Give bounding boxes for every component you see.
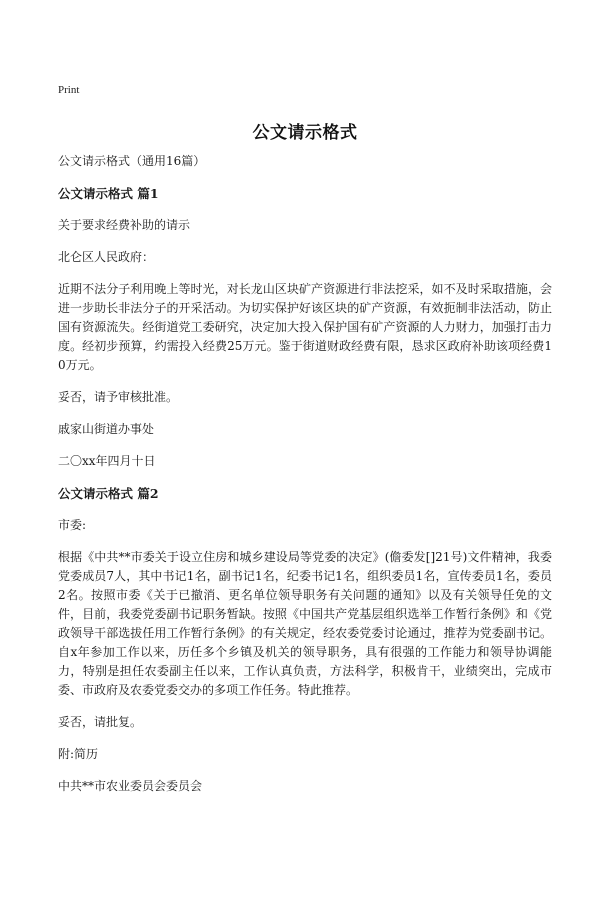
section-addressee: 北仑区人民政府： [58, 250, 155, 264]
section-signer: 中共**市农业委员会委员会 [58, 779, 203, 793]
section-body: 根据《中共**市委关于设立住房和城乡建设局等党委的决定》(儋委发[]21号)文件精神，我委党委成员7人，其中书记1名，副书记1名，纪委书记1名，组织委员1名，宣传委员1名，委员2名。按照市委《关于已撤消、更名单位领导职务有关问题的通知》以及有关领导任免的文件，目前，我委党委副书记职务暂缺。按照《中国共产党基层组织选举工作暂行条例》和《党政领导干部选拔任用工作暂行条例》的有关规定，经农委党委讨论通过，推荐为党委副书记。自x年参加工作以来，历任多个乡镇及机关的领导职务，具有很强的工作能力和领导协调能力，特别是担任农委副主任以来，工作认真负责，方法科学，积极肯干，业绩突出，完成市委、市政府及农委党委交办的多项工作任务。特此推荐。 [58, 550, 552, 697]
section-attachment: 附:简历 [58, 747, 99, 761]
print-label[interactable]: Print [58, 84, 80, 96]
document-body [58, 152, 552, 809]
section-signer: 戚家山街道办事处 [58, 422, 155, 436]
document-subtitle: 公文请示格式（通用16篇） [58, 154, 206, 168]
section-heading: 公文请示格式 篇2 [58, 486, 159, 501]
section-addressee: 市委: [58, 518, 87, 532]
page-title: 公文请示格式 [252, 123, 358, 143]
section-subject: 关于要求经费补助的请示 [58, 218, 191, 232]
section-body: 近期不法分子利用晚上等时光，对长龙山区块矿产资源进行非法挖采，如不及时采取措施，会进一步助长非法分子的开采活动。为切实保护好该区块的矿产资源，有效扼制非法活动，防止国有资源流失。经街道党工委研究，决定加大投入保护国有矿产资源的人力财力，加强打击力度。经初步预算，约需投入经费25万元。鉴于街道财政经费有限，恳求区政府补助该项经费10万元。 [58, 282, 552, 372]
section-closing: 妥否，请批复。 [58, 715, 143, 729]
section-closing: 妥否，请予审核批准。 [58, 390, 179, 404]
section-heading: 公文请示格式 篇1 [58, 186, 159, 201]
section-date: 二〇xx年四月十日 [58, 454, 156, 468]
